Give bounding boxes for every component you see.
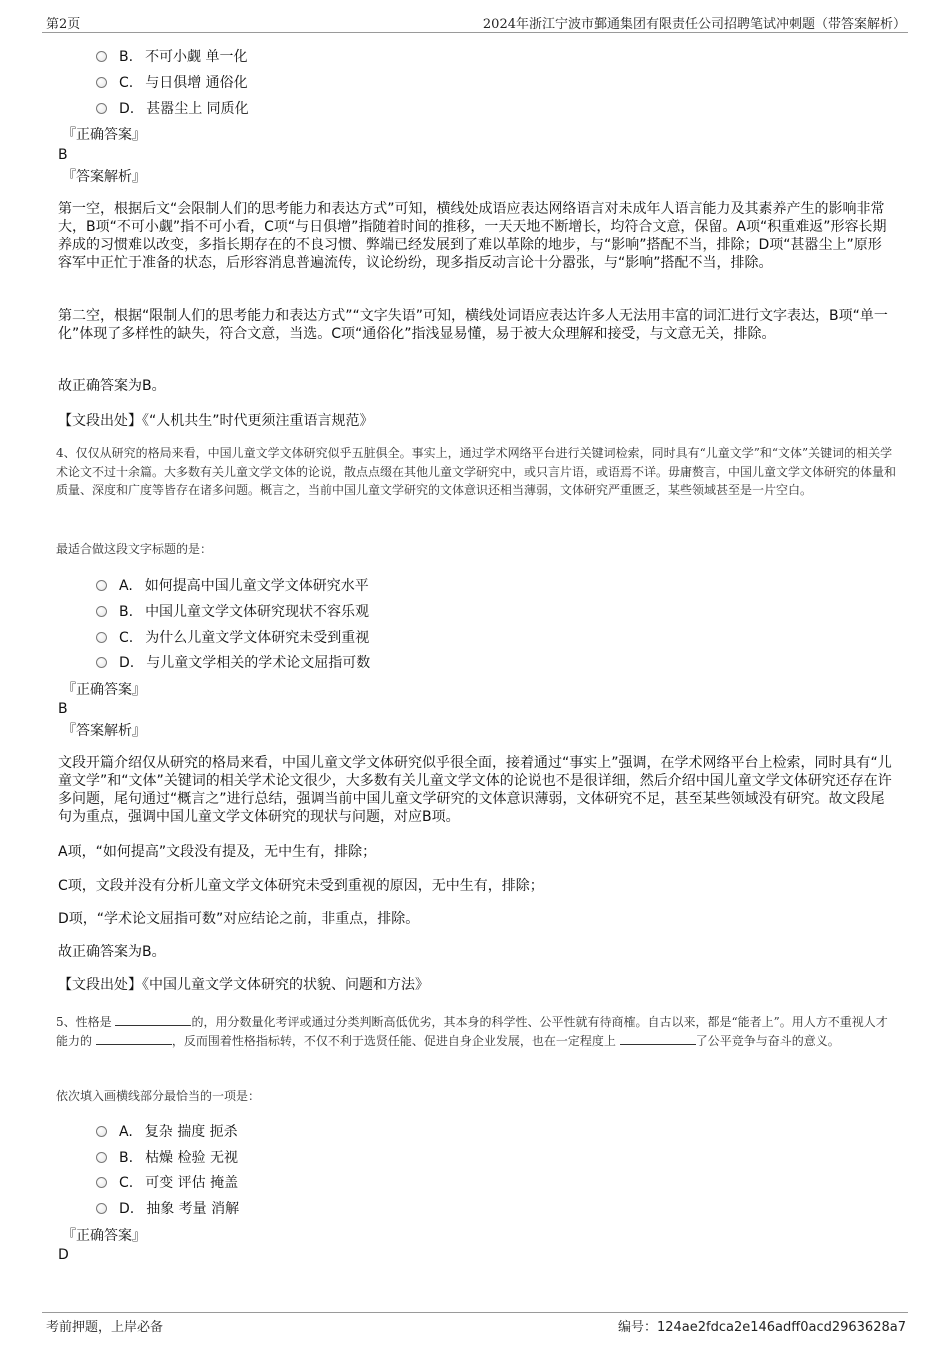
- q3-option-c[interactable]: C. 与日俱增 通俗化: [96, 74, 248, 92]
- q5-prompt: 依次填入画横线部分最恰当的一项是：: [56, 1089, 261, 1103]
- q4-analysis-a: A项，“如何提高”文段没有提及，无中生有，排除；: [58, 844, 377, 860]
- q4-analysis-paragraph: 文段开篇介绍仅从研究的格局来看，中国儿童文学文体研究似乎很全面，接着通过“事实上”强调，在学术网络平台上检索，同时具有“儿童文学”和“文体”关键词的相关学术论文很少，大多数有关儿童文学文体的论说也不是很详细，然后介绍中国儿童文学文体研究还存在许多问题，尾句通过“概言之”进行总结，强调当前中国儿童文学研究的文体意识薄弱，文体研究不足，甚至某些领域没有研究。故文段尾句为重点，强调中国儿童文学文体研究的现状与问题，对应B项。: [58, 755, 892, 825]
- radio-icon[interactable]: [96, 606, 107, 617]
- q3-analysis-paragraph: 第一空，根据后文“会限制人们的思考能力和表达方式”可知，横线处成语应表达网络语言对未成年人语言能力及其素养产生的影响非常大，B项“不可小觑”指不可小看，C项“与日俱增”指随着时间的推移，一天天地不断增长，均符合文意，保留。A项“积重难返”形容长期养成的习惯难以改变，多指长期存在的不良习惯、弊端已经发展到了难以革除的地步，与“影响”搭配不当，排除；D项“甚嚣尘上”原形容军中正忙于准备的状态，后形容消息普遍流传，议论纷纷，现多指反动言论十分嚣张，与“影响”搭配不当，排除。: [58, 201, 887, 271]
- radio-icon[interactable]: [96, 657, 107, 668]
- radio-icon[interactable]: [96, 580, 107, 591]
- q3-answer-label: 『正确答案』: [62, 127, 146, 143]
- footer-slogan: 考前押题，上岸必备: [46, 1320, 164, 1335]
- page-header: [42, 12, 908, 33]
- page-number: 第2页: [46, 17, 81, 32]
- fill-blank: [620, 1032, 696, 1045]
- radio-icon[interactable]: [96, 1203, 107, 1214]
- q4-answer: B: [58, 701, 68, 717]
- q3-option-b[interactable]: B. 不可小觑 单一化: [96, 48, 248, 66]
- document-code: 编号：124ae2fdca2e146adff0acd2963628a7: [617, 1320, 906, 1335]
- q3-conclusion: 故正确答案为B。: [58, 378, 166, 394]
- document-title: 2024年浙江宁波市鄞通集团有限责任公司招聘笔试冲刺题（带答案解析）: [482, 17, 906, 32]
- q5-option-a[interactable]: A. 复杂 揣度 扼杀: [96, 1123, 238, 1141]
- q4-question: 4、仅仅从研究的格局来看，中国儿童文学文体研究似乎五脏俱全。事实上，通过学术网络平台进行关键词检索，同时具有“儿童文学”和“文体”关键词的相关学术论文不过十余篇。大多数有关儿童文学文体的论说，散点点缀在其他儿童文学研究中，或只言片语，或语焉不详。毋庸赘言，中国儿童文学文体研究的体量和质量、深度和广度等皆存在诸多问题。概言之，当前中国儿童文学研究的文体意识还相当薄弱，文体研究严重匮乏，某些领域甚至是一片空白。: [56, 446, 897, 497]
- fill-blank: [115, 1013, 191, 1026]
- q4-option-b[interactable]: B. 中国儿童文学文体研究现状不容乐观: [96, 603, 369, 621]
- q4-option-a[interactable]: A. 如何提高中国儿童文学文体研究水平: [96, 577, 369, 595]
- radio-icon[interactable]: [96, 51, 107, 62]
- q5-option-c[interactable]: C. 可变 评估 掩盖: [96, 1174, 238, 1192]
- radio-icon[interactable]: [96, 103, 107, 114]
- q4-option-c[interactable]: C. 为什么儿童文学文体研究未受到重视: [96, 629, 369, 647]
- q5-option-d[interactable]: D. 抽象 考量 消解: [96, 1200, 239, 1218]
- q4-answer-label: 『正确答案』: [62, 682, 146, 698]
- fill-blank: [96, 1032, 172, 1045]
- q4-source: 【文段出处】《中国儿童文学文体研究的状貌、问题和方法》: [58, 977, 429, 993]
- radio-icon[interactable]: [96, 632, 107, 643]
- q4-analysis-label: 『答案解析』: [62, 723, 146, 739]
- q3-analysis-paragraph: 第二空，根据“限制人们的思考能力和表达方式”“文字失语”可知，横线处词语应表达许多人无法用丰富的词汇进行文字表达，B项“单一化”体现了多样性的缺失，符合文意，当选。C项“通俗化”指浅显易懂，易于被大众理解和接受，与文意无关，排除。: [58, 308, 888, 342]
- q4-analysis-d: D项，“学术论文屈指可数”对应结论之前，非重点，排除。: [58, 911, 420, 927]
- q4-prompt: 最适合做这段文字标题的是：: [56, 542, 213, 556]
- q5-answer: D: [58, 1247, 69, 1263]
- q3-analysis-label: 『答案解析』: [62, 169, 146, 185]
- q5-option-b[interactable]: B. 枯燥 检验 无视: [96, 1149, 238, 1167]
- q5-answer-label: 『正确答案』: [62, 1228, 146, 1244]
- radio-icon[interactable]: [96, 77, 107, 88]
- radio-icon[interactable]: [96, 1126, 107, 1137]
- q3-option-d[interactable]: D. 甚嚣尘上 同质化: [96, 100, 249, 118]
- q4-conclusion: 故正确答案为B。: [58, 944, 166, 960]
- q3-source: 【文段出处】《“人机共生”时代更须注重语言规范》: [58, 413, 374, 429]
- page-footer: [42, 1312, 908, 1337]
- q5-question: 5、性格是 的，用分数量化考评或通过分类判断高低优劣，其本身的科学性、公平性就有待商榷。自古以来，都是“能者上”。用人方不重视人才能力的 ，反而围着性格指标转，不仅不利于选贤任能、促进自身企业发展，也在一定程度上 了公平竞争与奋斗的意义。: [56, 1015, 888, 1048]
- q4-analysis-c: C项，文段并没有分析儿童文学文体研究未受到重视的原因，无中生有，排除；: [58, 878, 544, 894]
- q3-answer: B: [58, 147, 68, 163]
- radio-icon[interactable]: [96, 1152, 107, 1163]
- q4-option-d[interactable]: D. 与儿童文学相关的学术论文屈指可数: [96, 654, 370, 672]
- radio-icon[interactable]: [96, 1177, 107, 1188]
